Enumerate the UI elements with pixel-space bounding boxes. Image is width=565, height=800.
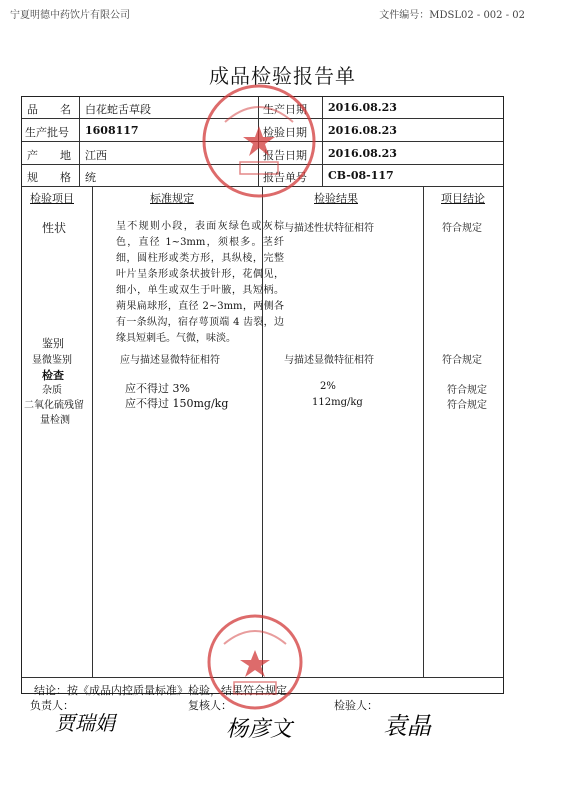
qc-seal-stamp <box>196 612 314 712</box>
spec-value: 统 <box>85 171 96 184</box>
responsible-signature: 贾瑞娟 <box>55 711 115 735</box>
col-divider <box>92 186 93 677</box>
spec-label: 规 格 <box>27 171 71 184</box>
name-value: 白花蛇舌草段 <box>85 103 151 116</box>
micro-result: 与描述显微特征相符 <box>284 355 374 366</box>
trait-conclusion: 符合规定 <box>442 223 482 234</box>
so2-conclusion: 符合规定 <box>447 400 487 411</box>
report-date-label: 报告日期 <box>263 149 307 162</box>
batch-value: 1608117 <box>85 124 139 137</box>
ident-label: 鉴别 <box>42 337 64 350</box>
document-number: 文件编号：MDSL02 - 002 - 02 <box>379 10 525 21</box>
stamp-arc <box>225 107 293 122</box>
col-header-conclusion: 项目结论 <box>441 192 485 205</box>
conclusion-text: 结论：按《成品内控质量标准》检验，结果符合规定。 <box>34 684 298 697</box>
trait-result: 与描述性状特征相符 <box>284 223 374 234</box>
so2-result: 112mg/kg <box>312 397 363 408</box>
so2-standard: 应不得过 150mg/kg <box>125 397 229 410</box>
batch-label: 生产批号 <box>25 126 69 139</box>
stamp-star-icon <box>243 126 275 156</box>
inspector-signature: 袁晶 <box>383 712 431 740</box>
report-no-label: 报告单号 <box>263 171 307 184</box>
prod-date-value: 2016.08.23 <box>328 101 397 114</box>
company-header: 宁夏明德中药饮片有限公司 <box>10 10 130 21</box>
col-divider <box>79 97 80 186</box>
page-title: 成品检验报告单 <box>209 64 356 88</box>
stamp-star-icon <box>240 650 270 677</box>
col-header-item: 检验项目 <box>30 192 74 205</box>
micro-label: 显微鉴别 <box>32 355 72 366</box>
trait-label: 性状 <box>42 221 67 235</box>
report-no-value: CB-08-117 <box>328 169 394 182</box>
col-header-standard: 标准规定 <box>150 192 194 205</box>
impurity-result: 2% <box>320 381 336 392</box>
stamp-arc <box>224 631 286 644</box>
col-divider <box>322 97 323 186</box>
col-divider <box>423 186 424 677</box>
impurity-label: 杂质 <box>42 385 62 396</box>
report-date-value: 2016.08.23 <box>328 147 397 160</box>
prod-date-label: 生产日期 <box>263 103 307 116</box>
so2-label-2: 量检测 <box>40 415 70 426</box>
so2-label-1: 二氧化硫残留 <box>24 400 84 411</box>
inspector-label: 检验人： <box>334 699 378 712</box>
stamp-sub-box <box>240 162 278 174</box>
micro-conclusion: 符合规定 <box>442 355 482 366</box>
responsible-label: 负责人： <box>30 699 74 712</box>
col-header-result: 检验结果 <box>314 192 358 205</box>
stamp-sub-box <box>234 682 276 694</box>
micro-standard: 应与描述显微特征相符 <box>120 355 220 366</box>
impurity-conclusion: 符合规定 <box>447 385 487 396</box>
insp-date-value: 2016.08.23 <box>328 124 397 137</box>
reviewer-signature: 杨彦文 <box>226 717 293 742</box>
quality-dept-stamp <box>200 82 318 200</box>
name-label: 品 名 <box>27 103 71 116</box>
check-label: 检查 <box>42 369 64 382</box>
origin-value: 江西 <box>85 149 107 162</box>
impurity-standard: 应不得过 3% <box>125 382 190 395</box>
trait-standard: 呈不规则小段，表面灰绿色或灰棕色，直径 1~3mm，须根多。茎纤细，圆柱形或类方形，具纵棱，完整叶片呈条形或条状披针形，花偶见，细小，单生或双生于叶腋，具短柄。蒴果扁球形，直径 2~3mm，两侧各有一条纵沟，宿存萼顶端 4 齿裂，边缘具短刺毛。气微，味淡。 <box>116 221 284 344</box>
origin-label: 产 地 <box>27 149 71 162</box>
reviewer-label: 复核人： <box>188 699 232 712</box>
insp-date-label: 检验日期 <box>263 126 307 139</box>
